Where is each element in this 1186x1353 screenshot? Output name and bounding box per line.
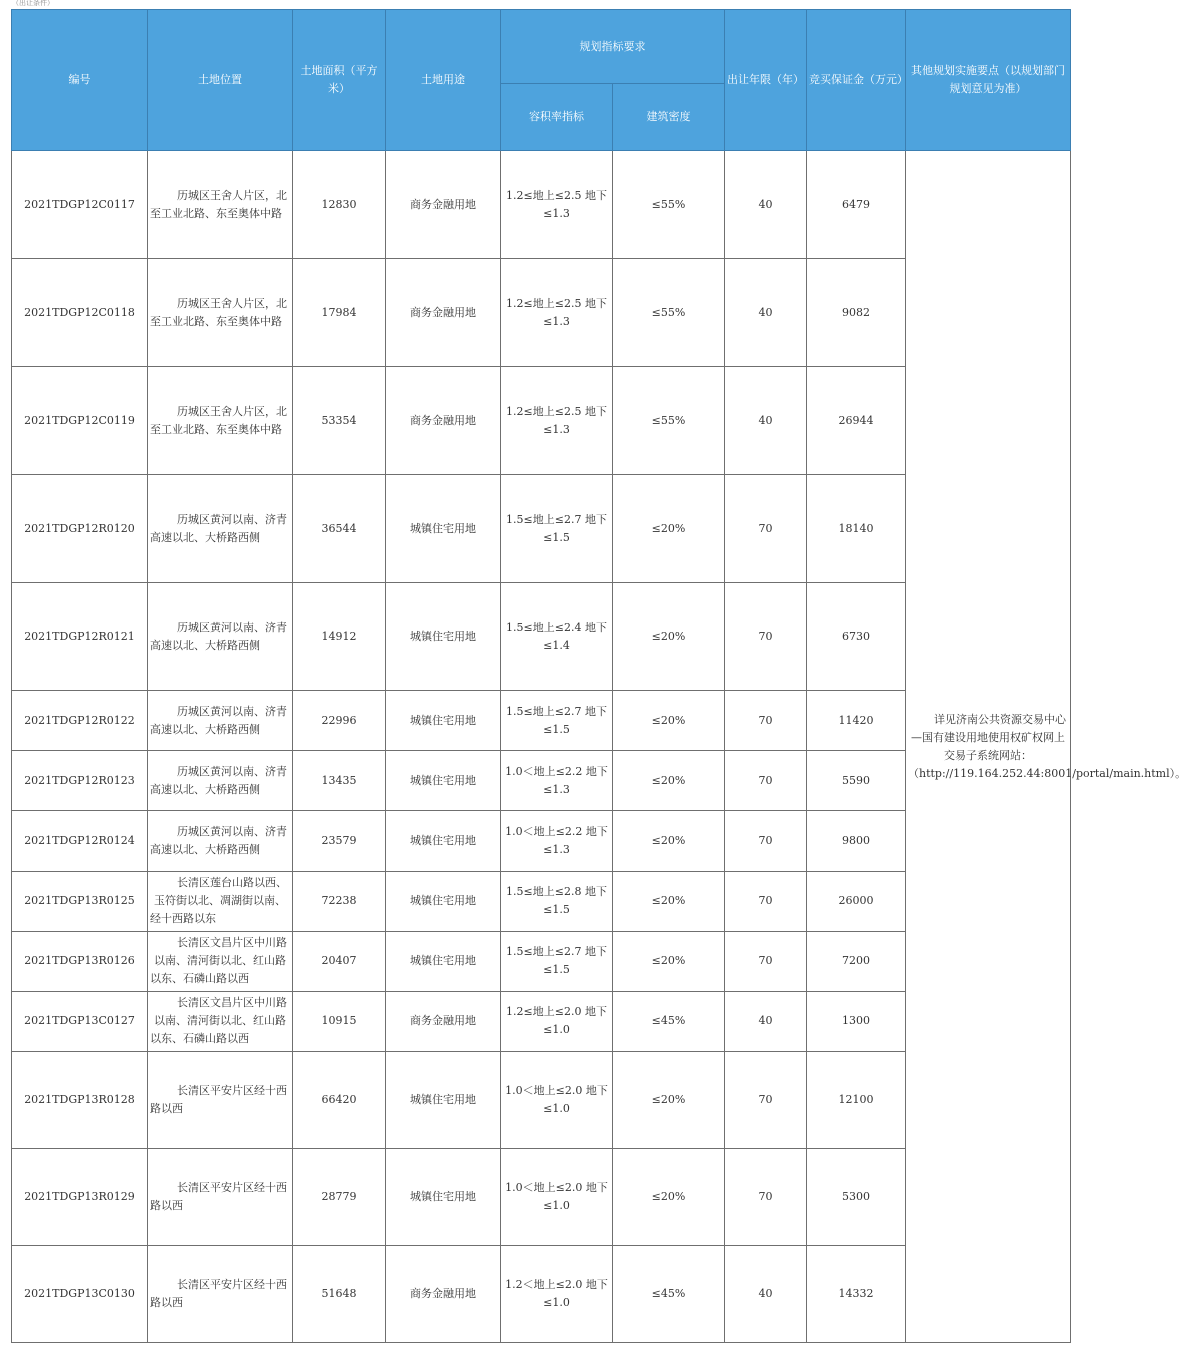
cell-id: 2021TDGP12C0118	[12, 259, 148, 367]
cell-deposit: 14332	[807, 1245, 906, 1342]
header-location: 土地位置	[148, 10, 293, 151]
cell-id: 2021TDGP12R0122	[12, 691, 148, 751]
cell-location: 历城区黄河以南、济青高速以北、大桥路西侧	[148, 811, 293, 871]
cell-term: 70	[725, 1148, 807, 1245]
cell-location: 长清区文昌片区中川路以南、清河街以北、红山路以东、石磷山路以西	[148, 991, 293, 1051]
header-term: 出让年限（年）	[725, 10, 807, 151]
cell-far: 1.5≤地上≤2.4 地下≤1.4	[501, 583, 613, 691]
header-density: 建筑密度	[613, 84, 725, 151]
cell-term: 70	[725, 475, 807, 583]
cell-term: 70	[725, 583, 807, 691]
cell-deposit: 1300	[807, 991, 906, 1051]
cell-use: 城镇住宅用地	[386, 871, 501, 931]
cell-density: ≤20%	[613, 691, 725, 751]
cell-use: 商务金融用地	[386, 367, 501, 475]
cell-far: 1.5≤地上≤2.7 地下≤1.5	[501, 475, 613, 583]
cell-density: ≤20%	[613, 811, 725, 871]
cell-area: 12830	[293, 151, 386, 259]
cell-term: 40	[725, 1245, 807, 1342]
cell-far: 1.2≤地上≤2.5 地下≤1.3	[501, 259, 613, 367]
cell-location: 长清区平安片区经十西路以西	[148, 1245, 293, 1342]
cell-far: 1.5≤地上≤2.8 地下≤1.5	[501, 871, 613, 931]
cell-deposit: 26000	[807, 871, 906, 931]
cell-area: 22996	[293, 691, 386, 751]
cell-area: 14912	[293, 583, 386, 691]
cell-density: ≤55%	[613, 259, 725, 367]
cell-use: 城镇住宅用地	[386, 583, 501, 691]
cell-use: 商务金融用地	[386, 1245, 501, 1342]
header-row-1	[12, 10, 1071, 84]
land-parcel-table	[11, 9, 1186, 1343]
cell-location: 长清区文昌片区中川路以南、清河街以北、红山路以东、石磷山路以西	[148, 931, 293, 991]
cell-term: 40	[725, 259, 807, 367]
cell-density: ≤20%	[613, 871, 725, 931]
cell-location: 长清区莲台山路以西、玉符街以北、凋湖街以南、经十西路以东	[148, 871, 293, 931]
cell-id: 2021TDGP13R0125	[12, 871, 148, 931]
header-id: 编号	[12, 10, 148, 151]
header-far: 容积率指标	[501, 84, 613, 151]
cell-id: 2021TDGP12C0117	[12, 151, 148, 259]
cell-term: 70	[725, 931, 807, 991]
cell-id: 2021TDGP13R0129	[12, 1148, 148, 1245]
cell-density: ≤55%	[613, 151, 725, 259]
cell-far: 1.2≤地上≤2.5 地下≤1.3	[501, 367, 613, 475]
cell-far: 1.5≤地上≤2.7 地下≤1.5	[501, 931, 613, 991]
cell-deposit: 18140	[807, 475, 906, 583]
cell-area: 53354	[293, 367, 386, 475]
cell-far: 1.5≤地上≤2.7 地下≤1.5	[501, 691, 613, 751]
cell-deposit: 11420	[807, 691, 906, 751]
cell-far: 1.0＜地上≤2.0 地下≤1.0	[501, 1148, 613, 1245]
cell-density: ≤20%	[613, 1148, 725, 1245]
cell-area: 72238	[293, 871, 386, 931]
cell-id: 2021TDGP13C0127	[12, 991, 148, 1051]
other-requirements-note: 详见济南公共资源交易中心—国有建设用地使用权矿权网上交易子系统网站：（http://119.164.252.44:8001/portal/main.html）。	[906, 151, 1071, 1343]
cell-density: ≤55%	[613, 367, 725, 475]
cell-use: 城镇住宅用地	[386, 475, 501, 583]
cell-area: 36544	[293, 475, 386, 583]
table-row	[12, 151, 1071, 259]
cell-density: ≤45%	[613, 1245, 725, 1342]
cell-density: ≤20%	[613, 583, 725, 691]
cell-deposit: 5300	[807, 1148, 906, 1245]
cell-term: 40	[725, 367, 807, 475]
cell-location: 历城区黄河以南、济青高速以北、大桥路西侧	[148, 751, 293, 811]
cell-far: 1.2≤地上≤2.0 地下≤1.0	[501, 991, 613, 1051]
cell-location: 历城区黄河以南、济青高速以北、大桥路西侧	[148, 475, 293, 583]
cell-location: 长清区平安片区经十西路以西	[148, 1148, 293, 1245]
cell-density: ≤20%	[613, 475, 725, 583]
cell-location: 历城区黄河以南、济青高速以北、大桥路西侧	[148, 583, 293, 691]
cell-term: 40	[725, 151, 807, 259]
cell-id: 2021TDGP12R0121	[12, 583, 148, 691]
cell-far: 1.0＜地上≤2.0 地下≤1.0	[501, 1051, 613, 1148]
header-use: 土地用途	[386, 10, 501, 151]
cell-location: 长清区平安片区经十西路以西	[148, 1051, 293, 1148]
cell-deposit: 9082	[807, 259, 906, 367]
cell-use: 城镇住宅用地	[386, 811, 501, 871]
cell-far: 1.0＜地上≤2.2 地下≤1.3	[501, 811, 613, 871]
header-deposit: 竞买保证金（万元）	[807, 10, 906, 151]
cell-id: 2021TDGP12C0119	[12, 367, 148, 475]
cell-area: 17984	[293, 259, 386, 367]
cell-term: 70	[725, 811, 807, 871]
header-other: 其他规划实施要点（以规划部门规划意见为准）	[906, 10, 1071, 151]
cell-area: 28779	[293, 1148, 386, 1245]
cell-area: 10915	[293, 991, 386, 1051]
cell-id: 2021TDGP12R0123	[12, 751, 148, 811]
cell-id: 2021TDGP13R0126	[12, 931, 148, 991]
cell-use: 城镇住宅用地	[386, 931, 501, 991]
cell-term: 40	[725, 991, 807, 1051]
cell-location: 历城区王舍人片区，北至工业北路、东至奥体中路	[148, 259, 293, 367]
cell-deposit: 7200	[807, 931, 906, 991]
cell-far: 1.2＜地上≤2.0 地下≤1.0	[501, 1245, 613, 1342]
cell-use: 商务金融用地	[386, 259, 501, 367]
cell-location: 历城区王舍人片区，北至工业北路、东至奥体中路	[148, 367, 293, 475]
cell-deposit: 12100	[807, 1051, 906, 1148]
cell-deposit: 6479	[807, 151, 906, 259]
cell-use: 商务金融用地	[386, 991, 501, 1051]
cell-density: ≤45%	[613, 991, 725, 1051]
cell-use: 城镇住宅用地	[386, 1148, 501, 1245]
cell-deposit: 9800	[807, 811, 906, 871]
cell-id: 2021TDGP12R0124	[12, 811, 148, 871]
top-note: （出让条件）	[12, 0, 54, 7]
header-planning: 规划指标要求	[501, 10, 725, 84]
cell-area: 13435	[293, 751, 386, 811]
cell-location: 历城区黄河以南、济青高速以北、大桥路西侧	[148, 691, 293, 751]
cell-deposit: 26944	[807, 367, 906, 475]
cell-density: ≤20%	[613, 931, 725, 991]
cell-area: 23579	[293, 811, 386, 871]
cell-far: 1.2≤地上≤2.5 地下≤1.3	[501, 151, 613, 259]
cell-use: 城镇住宅用地	[386, 1051, 501, 1148]
cell-use: 商务金融用地	[386, 151, 501, 259]
cell-area: 51648	[293, 1245, 386, 1342]
cell-term: 70	[725, 871, 807, 931]
cell-density: ≤20%	[613, 1051, 725, 1148]
cell-id: 2021TDGP12R0120	[12, 475, 148, 583]
cell-use: 城镇住宅用地	[386, 691, 501, 751]
cell-term: 70	[725, 1051, 807, 1148]
cell-term: 70	[725, 751, 807, 811]
cell-deposit: 6730	[807, 583, 906, 691]
cell-term: 70	[725, 691, 807, 751]
cell-area: 66420	[293, 1051, 386, 1148]
cell-density: ≤20%	[613, 751, 725, 811]
cell-id: 2021TDGP13R0128	[12, 1051, 148, 1148]
cell-area: 20407	[293, 931, 386, 991]
cell-id: 2021TDGP13C0130	[12, 1245, 148, 1342]
cell-deposit: 5590	[807, 751, 906, 811]
cell-far: 1.0＜地上≤2.2 地下≤1.3	[501, 751, 613, 811]
cell-location: 历城区王舍人片区，北至工业北路、东至奥体中路	[148, 151, 293, 259]
header-area: 土地面积（平方米）	[293, 10, 386, 151]
cell-use: 城镇住宅用地	[386, 751, 501, 811]
